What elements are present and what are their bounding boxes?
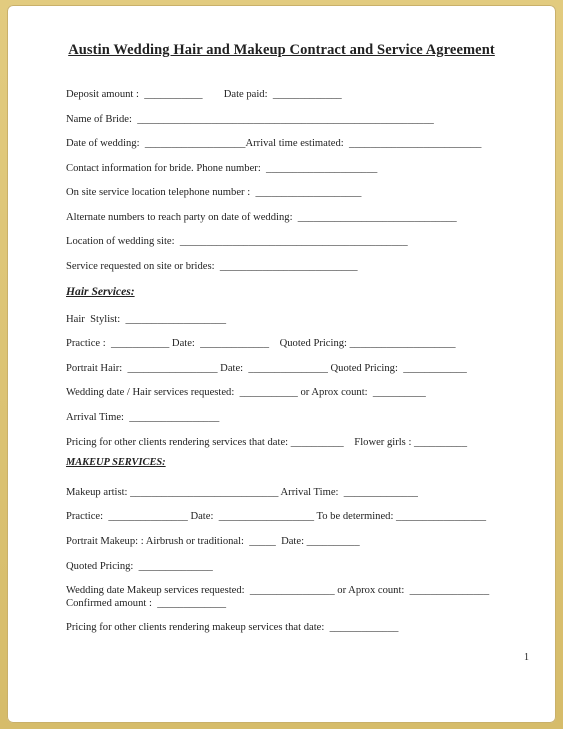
document-page [7, 5, 556, 723]
page-number: 1 [524, 652, 529, 663]
bride-phone-line: Contact information for bride. Phone number: _____________________ [66, 163, 378, 174]
service-location-line: Service requested on site or brides: __________________________ [66, 261, 358, 272]
document-title: Austin Wedding Hair and Makeup Contract and Service Agreement [68, 42, 495, 58]
wedding-hair-services-line: Wedding date / Hair services requested: ___________ or Aprox count: __________ [66, 387, 426, 398]
hair-services-heading: Hair Services: [66, 285, 135, 298]
deposit-line: Deposit amount : ___________ Date paid: _____________ [66, 89, 342, 100]
hair-stylist-line: Hair Stylist: ___________________ [66, 314, 227, 325]
makeup-artist-line: Makeup artist: ____________________________ Arrival Time: ______________ [66, 487, 418, 498]
wedding-makeup-services-line: Wedding date Makeup services requested: ________________ or Aprox count: _______________ [66, 585, 490, 596]
makeup-practice-line: Practice: _______________ Date: __________________ To be determined: _________________ [66, 511, 487, 522]
makeup-services-heading: MAKEUP SERVICES: [66, 457, 166, 468]
portrait-hair-line: Portrait Hair: _________________ Date: _______________ Quoted Pricing: ____________ [66, 363, 467, 374]
confirmed-amount-line: Confirmed amount : _____________ [66, 598, 227, 609]
makeup-quoted-pricing-line: Quoted Pricing: ______________ [66, 561, 213, 572]
bride-name-line: Name of Bride: ________________________________________________________ [66, 114, 434, 125]
portrait-makeup-line: Portrait Makeup: : Airbrush or traditional: _____ Date: __________ [66, 536, 360, 547]
onsite-phone-line: On site service location telephone number : ____________________ [66, 187, 362, 198]
wedding-site-line: Location of wedding site: ___________________________________________ [66, 236, 408, 247]
hair-other-pricing-line: Pricing for other clients rendering services that date: __________ Flower girls : __________ [66, 437, 468, 448]
wedding-date-line: Date of wedding: ___________________Arrival time estimated: _________________________ [66, 138, 482, 149]
alternate-numbers-line: Alternate numbers to reach party on date of wedding: ______________________________ [66, 212, 457, 223]
makeup-other-pricing-line: Pricing for other clients rendering makeup services that date: _____________ [66, 622, 399, 633]
hair-arrival-time-line: Arrival Time: _________________ [66, 412, 220, 423]
hair-practice-line: Practice : ___________ Date: _____________ Quoted Pricing: ____________________ [66, 338, 456, 349]
